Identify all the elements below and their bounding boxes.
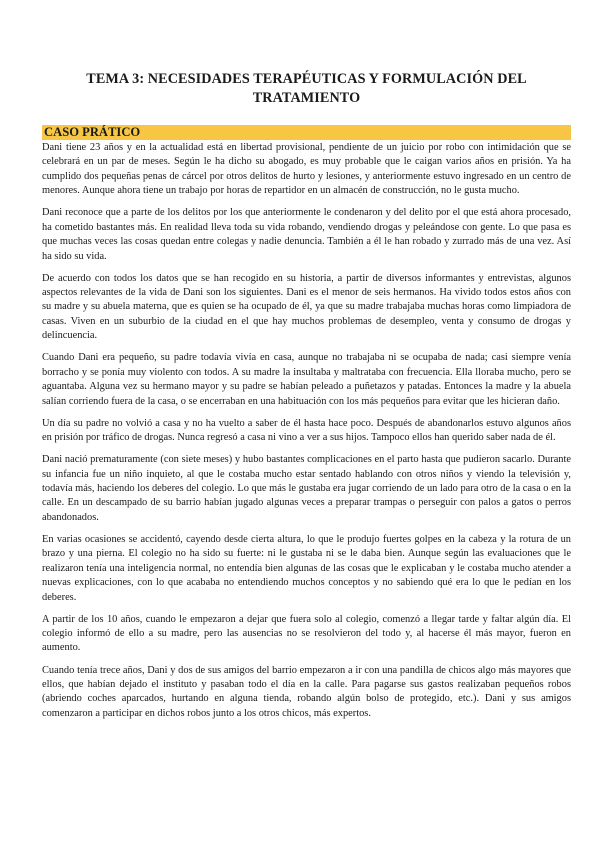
paragraph: En varias ocasiones se accidentó, cayendo desde cierta altura, lo que le produjo fuertes golpes en la cabeza y la rotura de un brazo y una pierna. El colegio no ha sido su fuerte: ni le gustaba ni se le daba bien. Aunque según las evaluaciones que le realizaron tenía una inteligencia normal, no entendía bien algunas de las cosas que le explicaban y le costaba mucho atender a nuevas explicaciones, con lo que acababa no entendiendo muchos conceptos y no sabiendo qué era lo que le pedían en los deberes. — [42, 533, 571, 603]
paragraph: Dani tiene 23 años y en la actualidad está en libertad provisional, pendiente de un juicio por robo con intimidación que se celebrará en un par de meses. Según le ha dicho su abogado, es muy probable que le caigan varios años en prisión. Ya ha cumplido dos pequeñas penas de cárcel por otros delitos de hurto y lesiones, y anteriormente estuvo ingresado en un centro de menores. Aunque ahora tiene un trabajo por horas de repartidor en un almacén de construcción, no le gusta mucho. — [42, 142, 571, 197]
document-page — [42, 70, 571, 729]
paragraph: Cuando Dani era pequeño, su padre todavía vivía en casa, aunque no trabajaba ni se ocupaba de nada; casi siempre venía borracho y se ponía muy violento con todos. A su madre la insultaba y maltrataba con frecuencia. Ella lloraba mucho, pero se aguantaba. Alguna vez su hermano mayor y su padre se habían peleado a puñetazos y patadas. Entonces la madre y la abuela salían corriendo fuera de la casa, o se encerraban en una habituación con los más pequeños para evitar que les hicieran daño. — [42, 352, 571, 407]
paragraph: Dani nació prematuramente (con siete meses) y hubo bastantes complicaciones en el parto hasta que pudieron sacarlo. Durante su infancia fue un niño inquieto, al que le costaba mucho estar sentado hablando con otros niños y viendo la televisión y, todavía más, haciendo los deberes del colegio. Lo que más le gustaba era jugar corriendo de un lado para otro de la casa o en la calle. En un descampado de su barrio habían jugado algunas veces a preparar trampas o perseguir con palos a gatos o perros abandonados. — [42, 454, 571, 523]
paragraph: Cuando tenía trece años, Dani y dos de sus amigos del barrio empezaron a ir con una pandilla de chicos algo más mayores que ellos, que habían dejado el instituto y pasaban todo el día en la calle. Para pagarse sus gastos realizaban pequeños robos (abriendo coches aparcados, hurtando en alguna tienda, robando algún bolso de protegido, etc.). Dani y sus amigos comenzaron a participar en dichos robos junto a los otros chicos, más expertos. — [42, 664, 571, 719]
document-title: TEMA 3: NECESIDADES TERAPÉUTICAS Y FORMULACIÓN DEL TRATAMIENTO — [86, 71, 527, 106]
paragraph: Dani reconoce que a parte de los delitos por los que anteriormente le condenaron y del delito por el que está ahora procesado, ha cometido bastantes más. En realidad lleva toda su vida robando, vendiendo drogas y peleándose con gente. Lo que pasa es que muchas veces las cosas quedan entre colegas y nadie denuncia. También a él le han robado y zurrado más de una vez. Así ha sido su vida. — [42, 207, 571, 262]
section-heading: CASO PRÁTICO — [42, 125, 571, 140]
paragraph: Un día su padre no volvió a casa y no ha vuelto a saber de él hasta hace poco. Después de abandonarlos estuvo algunos años en prisión por tráfico de drogas. Nunca regresó a casa ni vino a ver a sus hijos. Tampoco ellos han querido saber nada de él. — [42, 417, 571, 444]
paragraph: De acuerdo con todos los datos que se han recogido en su historia, a partir de diversos informantes y entrevistas, algunos aspectos relevantes de la vida de Dani son los siguientes. Dani es el menor de seis hermanos. Ha vivido todos estos años con su madre y su abuela materna, que es quien se ha ocupado de él, ya que su madre trabajaba muchas horas como limpiadora de casas. Viven en un suburbio de la ciudad en el que hay muchos problemas de desempleo, venta y consumo de drogas y delincuencia. — [42, 272, 571, 342]
paragraph: A partir de los 10 años, cuando le empezaron a dejar que fuera solo al colegio, comenzó a llegar tarde y faltar algún día. El colegio informó de ello a su madre, pero las ausencias no se resolvieron del todo y, al hacerse él más mayor, fueron en aumento. — [42, 613, 571, 654]
